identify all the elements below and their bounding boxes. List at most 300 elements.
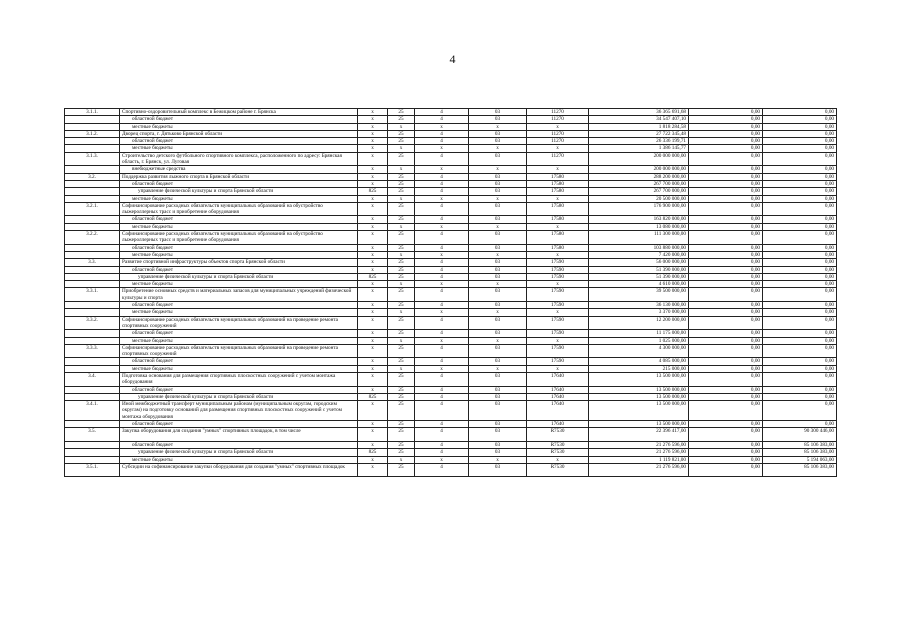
item-name-cell: областной бюджет	[120, 216, 358, 223]
program-code-cell: 25	[388, 202, 415, 216]
amount-year3-cell: 0,00	[763, 365, 837, 372]
amount-year1-cell: 1 025 000,00	[589, 337, 689, 344]
table-row	[65, 188, 837, 195]
item-name-cell: Спортивно-оздоровительный комплекс в Бежицком районе г. Брянска	[120, 109, 358, 116]
main-event-code-cell: 03	[469, 386, 527, 393]
amount-year3-cell: 85 106 383,00	[763, 449, 837, 456]
amount-year1-cell: 34 547 407,10	[589, 116, 689, 123]
program-code-cell: 25	[388, 273, 415, 280]
table-row	[65, 123, 837, 130]
subprogram-code-cell: 4	[415, 273, 469, 280]
table-row	[65, 145, 837, 152]
program-code-cell: 25	[388, 109, 415, 116]
amount-year2-cell: 0,00	[689, 259, 763, 266]
amount-year3-cell: 0,00	[763, 316, 837, 330]
table-row	[65, 223, 837, 230]
item-number-cell	[65, 216, 120, 223]
subprogram-code-cell: 4	[415, 231, 469, 245]
table-body	[65, 109, 837, 477]
subprogram-code-cell: 4	[415, 358, 469, 365]
program-code-cell: 25	[388, 266, 415, 273]
amount-year1-cell: 27 722 345,48	[589, 130, 689, 137]
item-name-cell: управление физической культуры и спорта Брянской области	[120, 273, 358, 280]
item-name-cell: местные бюджеты	[120, 123, 358, 130]
main-event-code-cell: х	[469, 251, 527, 258]
item-number-cell	[65, 116, 120, 123]
direction-code-cell: х	[527, 145, 589, 152]
table-row	[65, 251, 837, 258]
direction-code-cell: х	[527, 309, 589, 316]
direction-code-cell: 11270	[527, 130, 589, 137]
amount-year3-cell: 0,00	[763, 216, 837, 223]
main-event-code-cell: 03	[469, 259, 527, 266]
amount-year1-cell: 3 370 000,00	[589, 309, 689, 316]
program-code-cell: х	[388, 337, 415, 344]
direction-code-cell: 17590	[527, 288, 589, 302]
subprogram-code-cell: 4	[415, 401, 469, 421]
item-name-cell: местные бюджеты	[120, 251, 358, 258]
program-code-cell: 25	[388, 386, 415, 393]
page-number: 4	[449, 52, 456, 66]
program-code-cell: 25	[388, 152, 415, 166]
table-row	[65, 166, 837, 173]
amount-year1-cell: 200 000 000,00	[589, 166, 689, 173]
amount-year3-cell: 0,00	[763, 244, 837, 251]
amount-year2-cell: 0,00	[689, 216, 763, 223]
grbs-code-cell: х	[358, 266, 388, 273]
item-number-cell	[65, 244, 120, 251]
table-row	[65, 372, 837, 386]
main-event-code-cell: 03	[469, 428, 527, 442]
main-event-code-cell: 03	[469, 216, 527, 223]
amount-year2-cell: 0,00	[689, 180, 763, 187]
grbs-code-cell: х	[358, 401, 388, 421]
amount-year1-cell: 51 390 000,00	[589, 266, 689, 273]
item-name-cell: областной бюджет	[120, 116, 358, 123]
amount-year1-cell: 13 500 000,00	[589, 421, 689, 428]
item-name-cell: Строительство детского футбольного спортивного комплекса, расположенного по адресу: Брянская область, г. Брянск, ул. Луговая	[120, 152, 358, 166]
main-event-code-cell: 03	[469, 231, 527, 245]
table-row	[65, 130, 837, 137]
amount-year1-cell: 21 276 596,00	[589, 441, 689, 448]
amount-year1-cell: 13 500 000,00	[589, 393, 689, 400]
item-name-cell: управление физической культуры и спорта Брянской области	[120, 449, 358, 456]
subprogram-code-cell: 4	[415, 344, 469, 358]
item-number-cell: 3.2.1.	[65, 202, 120, 216]
amount-year3-cell: 0,00	[763, 231, 837, 245]
main-event-code-cell: 03	[469, 401, 527, 421]
amount-year2-cell: 0,00	[689, 138, 763, 145]
table-row	[65, 428, 837, 442]
subprogram-code-cell: 4	[415, 180, 469, 187]
program-code-cell: 25	[388, 401, 415, 421]
amount-year2-cell: 0,00	[689, 266, 763, 273]
amount-year3-cell: 0,00	[763, 173, 837, 180]
amount-year1-cell: 13 080 000,00	[589, 223, 689, 230]
direction-code-cell: 11270	[527, 152, 589, 166]
amount-year3-cell: 0,00	[763, 302, 837, 309]
grbs-code-cell: х	[358, 123, 388, 130]
main-event-code-cell: х	[469, 365, 527, 372]
amount-year2-cell: 0,00	[689, 309, 763, 316]
main-event-code-cell: 03	[469, 421, 527, 428]
amount-year3-cell: 0,00	[763, 421, 837, 428]
subprogram-code-cell: 4	[415, 386, 469, 393]
table-row	[65, 302, 837, 309]
subprogram-code-cell: х	[415, 166, 469, 173]
program-code-cell: 25	[388, 216, 415, 223]
direction-code-cell: 17640	[527, 401, 589, 421]
amount-year1-cell: 36 130 000,00	[589, 302, 689, 309]
item-name-cell: областной бюджет	[120, 358, 358, 365]
direction-code-cell: 17580	[527, 188, 589, 195]
main-event-code-cell: х	[469, 145, 527, 152]
table-row	[65, 449, 837, 456]
direction-code-cell: 17590	[527, 273, 589, 280]
program-code-cell: х	[388, 251, 415, 258]
amount-year2-cell: 0,00	[689, 316, 763, 330]
direction-code-cell: х	[527, 365, 589, 372]
grbs-code-cell: х	[358, 463, 388, 477]
main-event-code-cell: 03	[469, 188, 527, 195]
item-number-cell	[65, 421, 120, 428]
subprogram-code-cell: 4	[415, 130, 469, 137]
grbs-code-cell: х	[358, 166, 388, 173]
budget-table	[64, 108, 837, 477]
table-row	[65, 266, 837, 273]
amount-year2-cell: 0,00	[689, 109, 763, 116]
amount-year3-cell: 0,00	[763, 358, 837, 365]
grbs-code-cell: х	[358, 173, 388, 180]
amount-year2-cell: 0,00	[689, 145, 763, 152]
subprogram-code-cell: х	[415, 145, 469, 152]
table-row	[65, 288, 837, 302]
item-number-cell	[65, 188, 120, 195]
grbs-code-cell: х	[358, 251, 388, 258]
grbs-code-cell: 825	[358, 393, 388, 400]
budget-table-container	[64, 108, 836, 477]
subprogram-code-cell: 4	[415, 202, 469, 216]
amount-year2-cell: 0,00	[689, 251, 763, 258]
amount-year2-cell: 0,00	[689, 344, 763, 358]
amount-year2-cell: 0,00	[689, 173, 763, 180]
program-code-cell: х	[388, 281, 415, 288]
grbs-code-cell: х	[358, 344, 388, 358]
item-name-cell: областной бюджет	[120, 180, 358, 187]
direction-code-cell: 17640	[527, 372, 589, 386]
amount-year1-cell: 1 818 284,58	[589, 123, 689, 130]
grbs-code-cell: х	[358, 109, 388, 116]
grbs-code-cell: 825	[358, 188, 388, 195]
amount-year1-cell: 39 500 000,00	[589, 288, 689, 302]
amount-year1-cell: 200 000 000,00	[589, 152, 689, 166]
table-row	[65, 358, 837, 365]
item-name-cell: местные бюджеты	[120, 145, 358, 152]
subprogram-code-cell: 4	[415, 259, 469, 266]
grbs-code-cell: х	[358, 288, 388, 302]
amount-year3-cell: 0,00	[763, 344, 837, 358]
amount-year3-cell: 0,00	[763, 281, 837, 288]
amount-year3-cell: 90 300 446,00	[763, 428, 837, 442]
amount-year2-cell: 0,00	[689, 449, 763, 456]
grbs-code-cell: х	[358, 152, 388, 166]
item-number-cell	[65, 358, 120, 365]
amount-year3-cell: 0,00	[763, 309, 837, 316]
subprogram-code-cell: 4	[415, 463, 469, 477]
amount-year2-cell: 0,00	[689, 166, 763, 173]
item-number-cell: 3.2.	[65, 173, 120, 180]
direction-code-cell: 17580	[527, 216, 589, 223]
subprogram-code-cell: х	[415, 223, 469, 230]
item-name-cell: Поддержка развития лыжного спорта в Брянской области	[120, 173, 358, 180]
grbs-code-cell: х	[358, 216, 388, 223]
amount-year2-cell: 0,00	[689, 152, 763, 166]
amount-year1-cell: 26 336 199,71	[589, 138, 689, 145]
subprogram-code-cell: 4	[415, 116, 469, 123]
item-name-cell: Приобретение основных средств и материальных запасов для муниципальных учреждений физической культуры и спорта	[120, 288, 358, 302]
amount-year2-cell: 0,00	[689, 302, 763, 309]
grbs-code-cell: х	[358, 259, 388, 266]
amount-year3-cell: 0,00	[763, 251, 837, 258]
amount-year2-cell: 0,00	[689, 372, 763, 386]
main-event-code-cell: х	[469, 223, 527, 230]
main-event-code-cell: 03	[469, 273, 527, 280]
direction-code-cell: х	[527, 456, 589, 463]
direction-code-cell: 17580	[527, 180, 589, 187]
item-number-cell: 3.3.1.	[65, 288, 120, 302]
amount-year1-cell: 1 119 821,00	[589, 456, 689, 463]
program-code-cell: 25	[388, 344, 415, 358]
item-name-cell: местные бюджеты	[120, 337, 358, 344]
item-number-cell: 3.3.	[65, 259, 120, 266]
amount-year3-cell: 0,00	[763, 138, 837, 145]
program-code-cell: 25	[388, 330, 415, 337]
subprogram-code-cell: х	[415, 337, 469, 344]
amount-year3-cell: 0,00	[763, 386, 837, 393]
amount-year1-cell: 7 420 000,00	[589, 251, 689, 258]
grbs-code-cell: х	[358, 456, 388, 463]
subprogram-code-cell: 4	[415, 428, 469, 442]
amount-year2-cell: 0,00	[689, 288, 763, 302]
item-number-cell	[65, 123, 120, 130]
amount-year3-cell: 85 106 383,00	[763, 463, 837, 477]
amount-year1-cell: 56 000 000,00	[589, 259, 689, 266]
amount-year2-cell: 0,00	[689, 393, 763, 400]
amount-year3-cell: 0,00	[763, 123, 837, 130]
grbs-code-cell: х	[358, 372, 388, 386]
item-number-cell	[65, 456, 120, 463]
amount-year2-cell: 0,00	[689, 441, 763, 448]
amount-year2-cell: 0,00	[689, 116, 763, 123]
amount-year2-cell: 0,00	[689, 456, 763, 463]
program-code-cell: х	[388, 223, 415, 230]
program-code-cell: 25	[388, 180, 415, 187]
amount-year3-cell: 0,00	[763, 223, 837, 230]
amount-year1-cell: 4 085 000,00	[589, 358, 689, 365]
direction-code-cell: 17590	[527, 344, 589, 358]
item-number-cell: 3.5.	[65, 428, 120, 442]
amount-year1-cell: 21 276 596,00	[589, 463, 689, 477]
amount-year2-cell: 0,00	[689, 386, 763, 393]
direction-code-cell: 11270	[527, 138, 589, 145]
amount-year2-cell: 0,00	[689, 273, 763, 280]
item-number-cell	[65, 266, 120, 273]
direction-code-cell: 17590	[527, 358, 589, 365]
subprogram-code-cell: х	[415, 365, 469, 372]
item-name-cell: внебюджетные средства	[120, 166, 358, 173]
amount-year2-cell: 0,00	[689, 202, 763, 216]
item-name-cell: Софинансирование расходных обязательств муниципальных образований на обустройство лыжероллерных трасс и приобретение оборудования	[120, 231, 358, 245]
program-code-cell: 25	[388, 428, 415, 442]
subprogram-code-cell: х	[415, 281, 469, 288]
main-event-code-cell: х	[469, 281, 527, 288]
amount-year1-cell: 11 175 000,00	[589, 330, 689, 337]
item-number-cell	[65, 166, 120, 173]
subprogram-code-cell: 4	[415, 188, 469, 195]
amount-year2-cell: 0,00	[689, 428, 763, 442]
amount-year1-cell: 288 200 000,00	[589, 173, 689, 180]
grbs-code-cell: 825	[358, 449, 388, 456]
main-event-code-cell: 03	[469, 109, 527, 116]
main-event-code-cell: 03	[469, 244, 527, 251]
item-number-cell	[65, 145, 120, 152]
subprogram-code-cell: 4	[415, 109, 469, 116]
item-number-cell	[65, 386, 120, 393]
program-code-cell: 25	[388, 463, 415, 477]
main-event-code-cell: х	[469, 337, 527, 344]
subprogram-code-cell: 4	[415, 302, 469, 309]
grbs-code-cell: х	[358, 145, 388, 152]
grbs-code-cell: х	[358, 281, 388, 288]
table-row	[65, 441, 837, 448]
item-number-cell: 3.1.1.	[65, 109, 120, 116]
item-name-cell: местные бюджеты	[120, 223, 358, 230]
item-name-cell: областной бюджет	[120, 138, 358, 145]
amount-year2-cell: 0,00	[689, 244, 763, 251]
grbs-code-cell: х	[358, 428, 388, 442]
table-row	[65, 344, 837, 358]
item-name-cell: местные бюджеты	[120, 365, 358, 372]
grbs-code-cell: х	[358, 309, 388, 316]
grbs-code-cell: х	[358, 231, 388, 245]
item-name-cell: Развитие спортивной инфраструктуры объектов спорта Брянской области	[120, 259, 358, 266]
table-row	[65, 330, 837, 337]
amount-year3-cell: 0,00	[763, 188, 837, 195]
program-code-cell: 25	[388, 130, 415, 137]
amount-year2-cell: 0,00	[689, 421, 763, 428]
amount-year1-cell: 20 500 000,00	[589, 195, 689, 202]
main-event-code-cell: 03	[469, 302, 527, 309]
grbs-code-cell: х	[358, 130, 388, 137]
item-number-cell	[65, 180, 120, 187]
item-name-cell: Закупка оборудования для создания "умных" спортивных площадок, в том числе	[120, 428, 358, 442]
direction-code-cell: 17580	[527, 173, 589, 180]
item-number-cell	[65, 337, 120, 344]
item-number-cell	[65, 223, 120, 230]
direction-code-cell: х	[527, 337, 589, 344]
amount-year3-cell: 0,00	[763, 337, 837, 344]
subprogram-code-cell: 4	[415, 266, 469, 273]
program-code-cell: х	[388, 309, 415, 316]
direction-code-cell: 17590	[527, 302, 589, 309]
amount-year2-cell: 0,00	[689, 195, 763, 202]
table-row	[65, 421, 837, 428]
direction-code-cell: 17590	[527, 316, 589, 330]
direction-code-cell: х	[527, 195, 589, 202]
program-code-cell: 25	[388, 358, 415, 365]
table-row	[65, 244, 837, 251]
item-number-cell: 3.1.2.	[65, 130, 120, 137]
item-number-cell	[65, 449, 120, 456]
amount-year2-cell: 0,00	[689, 223, 763, 230]
amount-year1-cell: 13 500 000,00	[589, 401, 689, 421]
amount-year3-cell: 0,00	[763, 195, 837, 202]
direction-code-cell: 11270	[527, 116, 589, 123]
main-event-code-cell: 03	[469, 202, 527, 216]
amount-year2-cell: 0,00	[689, 365, 763, 372]
table-row	[65, 109, 837, 116]
item-number-cell: 3.4.	[65, 372, 120, 386]
amount-year3-cell: 0,00	[763, 109, 837, 116]
table-row	[65, 259, 837, 266]
subprogram-code-cell: 4	[415, 330, 469, 337]
amount-year1-cell: 4 610 000,00	[589, 281, 689, 288]
item-name-cell: областной бюджет	[120, 330, 358, 337]
table-row	[65, 337, 837, 344]
item-number-cell: 3.3.3.	[65, 344, 120, 358]
program-code-cell: 25	[388, 244, 415, 251]
item-number-cell: 3.3.2.	[65, 316, 120, 330]
item-number-cell	[65, 441, 120, 448]
grbs-code-cell: х	[358, 386, 388, 393]
amount-year3-cell: 85 106 383,00	[763, 441, 837, 448]
table-row	[65, 309, 837, 316]
program-code-cell: 25	[388, 288, 415, 302]
amount-year1-cell: 13 500 000,00	[589, 372, 689, 386]
program-code-cell: 25	[388, 188, 415, 195]
item-number-cell	[65, 393, 120, 400]
item-name-cell: Субсидии на софинансирование закупки оборудования для создания "умных" спортивных площадок	[120, 463, 358, 477]
amount-year1-cell: 13 500 000,00	[589, 386, 689, 393]
amount-year1-cell: 12 200 000,00	[589, 316, 689, 330]
amount-year1-cell: 4 300 000,00	[589, 344, 689, 358]
main-event-code-cell: х	[469, 195, 527, 202]
subprogram-code-cell: х	[415, 456, 469, 463]
amount-year1-cell: 176 900 000,00	[589, 202, 689, 216]
item-name-cell: Софинансирование расходных обязательств муниципальных образований на обустройство лыжероллерных трасс и приобретение оборудования	[120, 202, 358, 216]
item-name-cell: Подготовка основания для размещения спортивных плоскостных сооружений с учетом монтажа оборудования	[120, 372, 358, 386]
amount-year1-cell: 215 000,00	[589, 365, 689, 372]
item-name-cell: местные бюджеты	[120, 195, 358, 202]
subprogram-code-cell: х	[415, 309, 469, 316]
item-name-cell: управление физической культуры и спорта Брянской области	[120, 188, 358, 195]
direction-code-cell: 17580	[527, 244, 589, 251]
direction-code-cell: х	[527, 123, 589, 130]
subprogram-code-cell: 4	[415, 138, 469, 145]
table-row	[65, 456, 837, 463]
item-name-cell: областной бюджет	[120, 244, 358, 251]
direction-code-cell: R7530	[527, 441, 589, 448]
subprogram-code-cell: 4	[415, 152, 469, 166]
amount-year2-cell: 0,00	[689, 231, 763, 245]
direction-code-cell: 17590	[527, 330, 589, 337]
table-row	[65, 195, 837, 202]
main-event-code-cell: 03	[469, 316, 527, 330]
amount-year3-cell: 0,00	[763, 273, 837, 280]
item-number-cell	[65, 330, 120, 337]
subprogram-code-cell: х	[415, 195, 469, 202]
direction-code-cell: 17580	[527, 231, 589, 245]
